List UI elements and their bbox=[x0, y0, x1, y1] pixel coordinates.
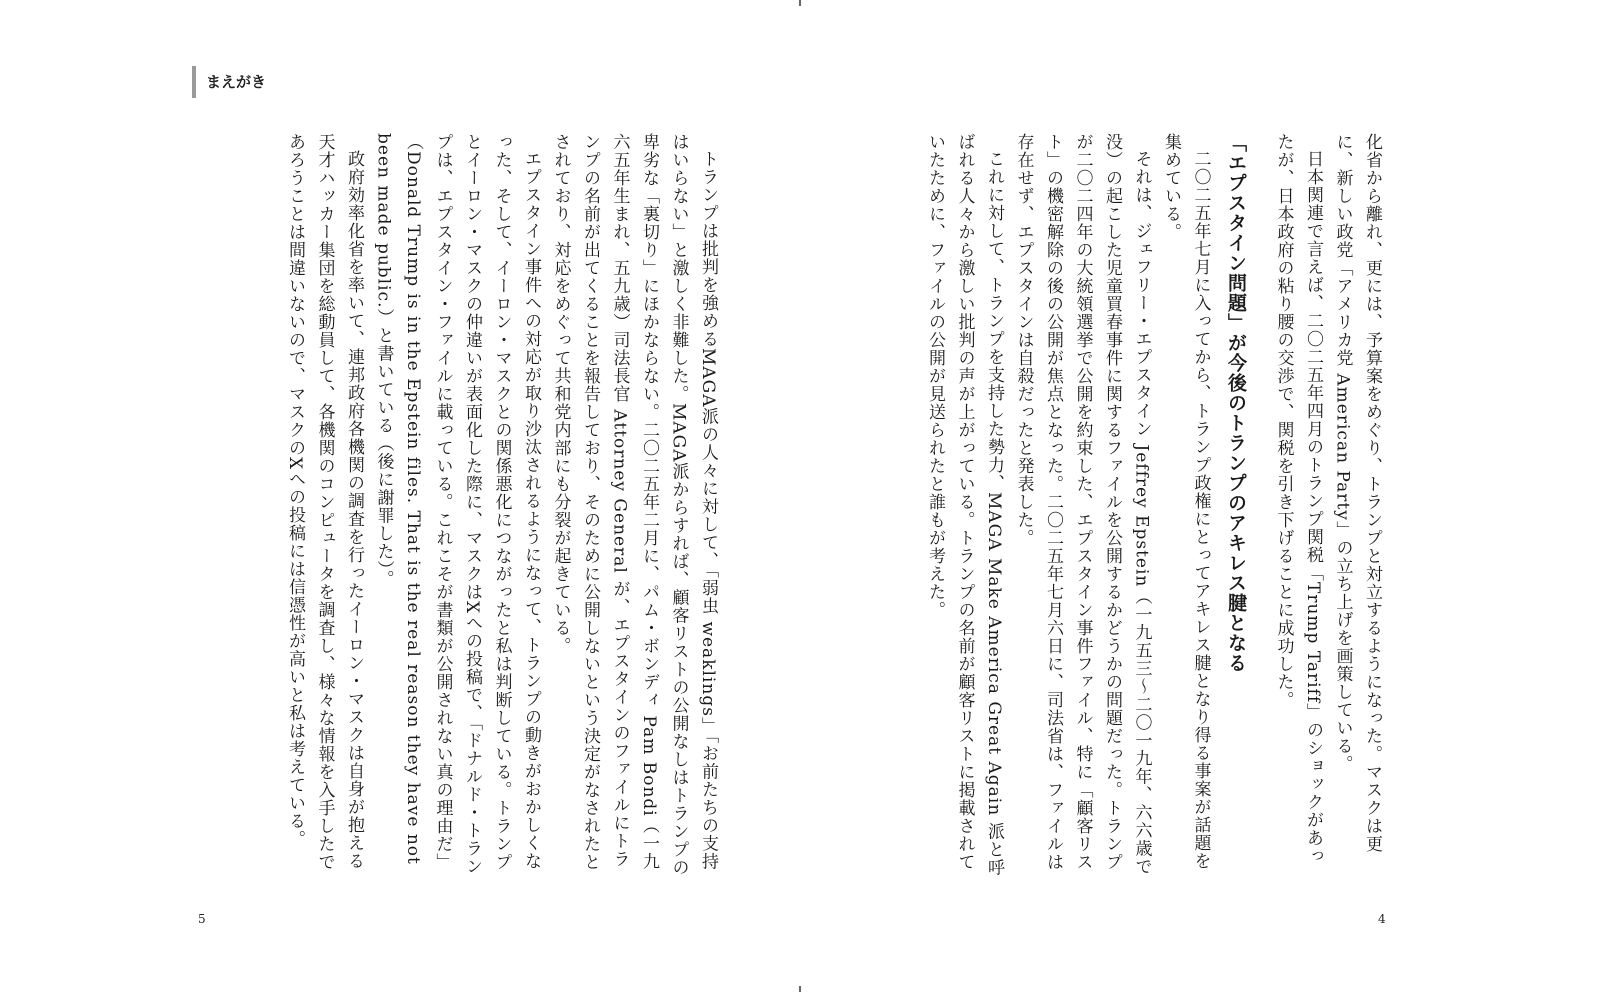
left-page-text bbox=[210, 133, 722, 878]
section-heading: 「エプスタイン問題」が今後のトランプのアキレス腱となる bbox=[1225, 133, 1247, 673]
right-paragraph-2: 日本関連で言えば、二〇二五年四月のトランプ関税「Trump Tariff」のショックがあったが、日本政府の粘り腰の交渉で、関税を引き下げることに成功した。 bbox=[1273, 133, 1323, 866]
left-paragraph-2: エプスタイン事件への対応が取り沙汰されるようになって、トランプの動きがおかしくなった、そして、イーロン・マスクとの関係悪化につながったと私は判断している。トランプとイーロン・マスクの仲違いが表面化した際に、マスクはXへの投稿で、「ドナルド・トランプは、エプスタイン・ファイルに載っている。これこそが書類が公開されない真の理由だ」（Donald Trump is in the Epstein files. That is the real reason they have not been made public.）と書いている（後に謝罪した）。 bbox=[373, 133, 541, 876]
right-paragraph-4: それは、ジェフリー・エプスタイン Jeffrey Epstein（一九五三〜二〇一九年、六六歳で没）の起こした児童買春事件に関するファイルを公開するかどうかの問題だった。トランプが二〇二四年の大統領選挙で公開を約束した、エプスタイン事件ファイル、特に「顧客リスト」の機密解除の後の公開が焦点となった。二〇二五年七月六日に、司法省は、ファイルは存在せず、エプスタインは自殺だったと発表した。 bbox=[1013, 133, 1152, 876]
right-page-text bbox=[893, 133, 1386, 878]
page-number-right: 4 bbox=[1378, 912, 1386, 926]
left-paragraph-1: トランプは批判を強めるMAGA派の人々に対して、「弱虫 weaklings」「お前たちの支持はいらない」と激しく非難した。MAGA派からすれば、顧客リストの公開なしはトランプの卑劣な「裏切り」にほかならない。二〇二五年二月に、パム・ボンディ Pam Bondi（一九六五年生まれ、五九歳）司法長官 Attorney General が、エプスタインのファイルにトランプの名前が出てくることを報告しており、そのために公開しないという決定がなされたとされており、対応をめぐって共和党内部にも分裂が起きている。 bbox=[550, 133, 718, 877]
right-paragraph-1: 化省から離れ、更には、予算案をめぐり、トランプと対立するようになった。マスクは更に、新しい政党「アメリカ党 American Party」の立ち上げを画策している。 bbox=[1332, 133, 1382, 853]
crop-mark-bottom bbox=[799, 986, 801, 992]
crop-mark-top bbox=[799, 0, 801, 6]
left-paragraph-3: 政府効率化省を率いて、連邦政府各機関の調査を行ったイーロン・マスクは自身が抱える天才ハッカー集団を総動員して、各機関のコンピュータを調査し、様々な情報を入手したであろうことは間違いないので、マスクのXへの投稿には信憑性が高いと私は考えている。 bbox=[285, 133, 364, 871]
right-paragraph-5: これに対して、トランプを支持した勢力、MAGA Make America Great Again 派と呼ばれる人々から激しい批判の声が上がっている。トランプの名前が顧客リストに掲載されていたために、ファイルの公開が見送られたと誰もが考えた。 bbox=[925, 133, 1004, 877]
page-number-left: 5 bbox=[198, 912, 206, 926]
right-paragraph-3: 二〇二五年七月に入ってから、トランプ政権にとってアキレス腱となり得る事案が話題を集めている。 bbox=[1161, 133, 1211, 870]
heading-spacer bbox=[1256, 133, 1268, 878]
running-head: まえがき bbox=[192, 66, 266, 98]
